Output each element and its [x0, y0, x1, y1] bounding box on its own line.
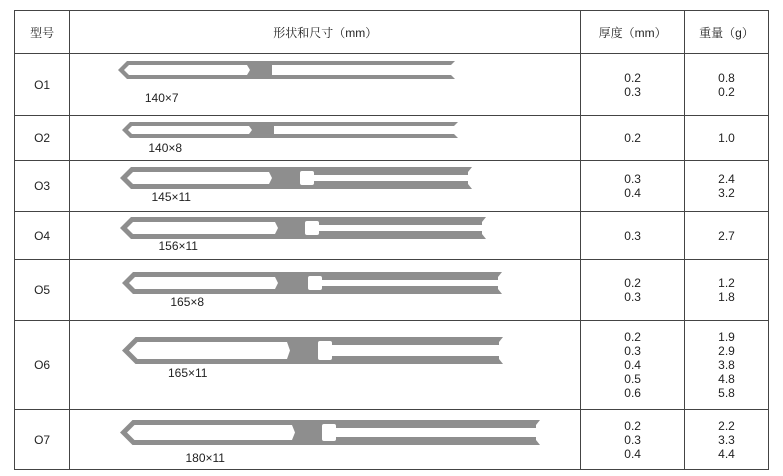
thickness-value: 0.5	[624, 372, 641, 386]
weight-value: 4.4	[718, 446, 735, 461]
header-model: 型号	[15, 11, 70, 54]
model-label: O4	[34, 228, 51, 243]
shape-cell	[70, 321, 581, 410]
model-label: O1	[34, 77, 51, 92]
thickness-value: 0.3	[624, 344, 641, 358]
blade-shape-icon	[70, 321, 580, 409]
shape-cell	[70, 54, 581, 116]
model-cell	[15, 260, 70, 321]
blade-dimensions: 165×8	[170, 295, 205, 309]
model-cell	[15, 321, 70, 410]
weight-value: 2.7	[718, 228, 735, 243]
thickness-value: 0.4	[624, 186, 641, 200]
thickness-value: 0.2	[624, 418, 641, 433]
header-row	[15, 11, 769, 54]
model-cell	[15, 410, 70, 470]
thickness-value: 0.3	[624, 172, 641, 186]
shape-cell	[70, 116, 581, 161]
weight-value: 1.0	[718, 131, 735, 145]
thickness-value: 0.3	[624, 84, 641, 99]
weight-cell	[685, 54, 769, 116]
weight-value: 0.8	[718, 70, 735, 85]
header-shape: 形状和尺寸（mm）	[70, 11, 581, 54]
table-row	[15, 212, 769, 260]
table-row	[15, 260, 769, 321]
model-cell	[15, 116, 70, 161]
blade-spec-table	[14, 10, 769, 470]
header-thickness: 厚度（mm）	[581, 11, 685, 54]
thickness-value: 0.4	[624, 358, 641, 372]
model-cell	[15, 161, 70, 212]
thickness-value: 0.2	[624, 330, 641, 344]
thickness-value: 0.2	[624, 276, 641, 290]
model-label: O6	[34, 358, 51, 372]
weight-value: 2.4	[718, 172, 735, 186]
weight-cell	[685, 321, 769, 410]
thickness-cell	[581, 212, 685, 260]
blade-dimensions: 140×7	[144, 91, 179, 105]
shape-cell	[70, 260, 581, 321]
weight-value: 1.9	[718, 330, 735, 344]
thickness-value: 0.3	[624, 290, 641, 304]
blade-shape-icon	[70, 260, 580, 320]
model-label: O5	[34, 283, 51, 297]
model-cell	[15, 54, 70, 116]
thickness-value: 0.3	[624, 432, 641, 447]
weight-value: 2.9	[718, 344, 735, 358]
blade-dimensions: 165×11	[167, 366, 208, 380]
model-label: O2	[34, 131, 51, 145]
shape-cell	[70, 161, 581, 212]
weight-value: 3.3	[718, 432, 735, 447]
thickness-cell	[581, 410, 685, 470]
table-row	[15, 116, 769, 161]
thickness-value: 0.2	[624, 131, 641, 145]
thickness-cell	[581, 116, 685, 161]
weight-cell	[685, 161, 769, 212]
weight-cell	[685, 410, 769, 470]
table-row	[15, 161, 769, 212]
weight-value: 3.8	[718, 358, 735, 372]
thickness-cell	[581, 321, 685, 410]
shape-cell	[70, 212, 581, 260]
weight-cell	[685, 212, 769, 260]
shape-cell	[70, 410, 581, 470]
blade-dimensions: 180×11	[185, 451, 225, 465]
weight-value: 3.2	[718, 186, 735, 200]
weight-value: 4.8	[718, 372, 735, 386]
weight-cell	[685, 260, 769, 321]
blade-dimensions: 156×11	[158, 239, 198, 253]
thickness-cell	[581, 161, 685, 212]
blade-shape-icon	[70, 54, 580, 115]
thickness-value: 0.3	[624, 228, 641, 243]
weight-value: 5.8	[718, 386, 735, 400]
thickness-value: 0.6	[624, 386, 641, 400]
thickness-cell	[581, 54, 685, 116]
weight-value: 2.2	[718, 418, 735, 433]
header-weight: 重量（g）	[685, 11, 769, 54]
thickness-value: 0.4	[624, 446, 641, 461]
weight-cell	[685, 116, 769, 161]
thickness-value: 0.2	[624, 70, 641, 85]
weight-value: 1.8	[718, 290, 735, 304]
table-row	[15, 54, 769, 116]
table-row	[15, 321, 769, 410]
weight-value: 0.2	[718, 84, 735, 99]
model-cell	[15, 212, 70, 260]
blade-dimensions: 145×11	[151, 190, 191, 204]
blade-dimensions: 140×8	[148, 141, 183, 155]
model-label: O7	[34, 432, 51, 447]
table-row	[15, 410, 769, 470]
thickness-cell	[581, 260, 685, 321]
model-label: O3	[34, 179, 51, 193]
weight-value: 1.2	[718, 276, 735, 290]
